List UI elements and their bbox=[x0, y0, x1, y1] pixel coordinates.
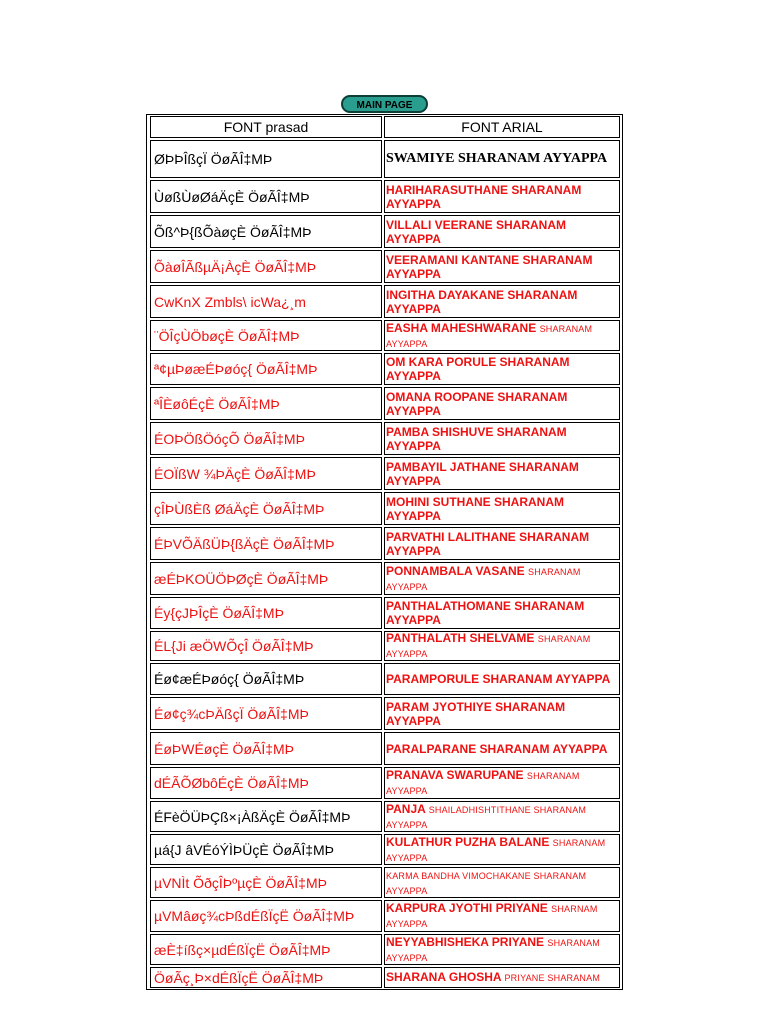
prasad-font-cell: µá{J âVÉóÝÌÞÜçÈ ÖøÃÎ‡MÞ bbox=[150, 834, 382, 865]
mantra-main-text: PARVATHI LALITHANE SHARANAM AYYAPPA bbox=[386, 529, 590, 558]
mantra-text bbox=[386, 672, 619, 686]
mantra-small-text: SHARANAM AYYAPPA bbox=[386, 937, 600, 963]
arial-font-cell bbox=[384, 597, 620, 629]
mantra-small-text: KARMA BANDHA VIMOCHAKANE SHARANAM AYYAPPA bbox=[386, 870, 587, 896]
mantra-main-text: PANTHALATHOMANE SHARANAM AYYAPPA bbox=[386, 599, 585, 627]
table-row bbox=[147, 320, 622, 351]
mantra-text bbox=[386, 355, 619, 383]
arial-font-cell bbox=[384, 834, 620, 865]
mantra-main-text: PAMBAYIL JATHANE SHARANAM AYYAPPA bbox=[386, 459, 579, 488]
mantra-text bbox=[386, 288, 619, 316]
arial-font-cell bbox=[384, 631, 620, 661]
mantra-main-text: PARALPARANE SHARANAM AYYAPPA bbox=[386, 741, 608, 756]
mantra-main-text: VILLALI VEERANE SHARANAM AYYAPPA bbox=[386, 217, 567, 246]
table-row bbox=[147, 697, 622, 730]
arial-font-cell bbox=[384, 767, 620, 799]
prasad-font-cell: ÖøÃç¸Þ×dÉßÏçË ÖøÃÎ‡MÞ bbox=[150, 967, 382, 988]
header-font-prasad: FONT prasad bbox=[150, 116, 382, 138]
arial-font-cell bbox=[384, 457, 620, 490]
prasad-font-cell: æÈ‡íßç×µdÉßÏçË ÖøÃÎ‡MÞ bbox=[150, 934, 382, 965]
mantra-text bbox=[386, 631, 619, 661]
mantra-small-text: SHARANAM AYYAPPA bbox=[386, 771, 580, 796]
prasad-font-cell: ÉFèÖÜÞÇß×¡ÀßÄçÈ ÖøÃÎ‡MÞ bbox=[150, 801, 382, 832]
table-row bbox=[147, 732, 622, 765]
prasad-font-cell: ¨ÖÎçÙÖbøçÈ ÖøÃÎ‡MÞ bbox=[150, 320, 382, 351]
mantra-small-text: SHARNAM AYYAPPA bbox=[386, 904, 598, 929]
prasad-font-cell: çÎÞÙßÈß ØáÄçÈ ÖøÃÎ‡MÞ bbox=[150, 492, 382, 525]
arial-font-cell bbox=[384, 697, 620, 730]
mantra-main-text: OM KARA PORULE SHARANAM AYYAPPA bbox=[386, 355, 570, 383]
mantra-main-text: KARPURA JYOTHI PRIYANE bbox=[386, 901, 548, 915]
table-row bbox=[147, 387, 622, 420]
prasad-font-cell: ÉOÏßW ¾ÞÄçÈ ÖøÃÎ‡MÞ bbox=[150, 457, 382, 490]
prasad-font-cell: æÉÞKOÜÖÞØçÈ ÖøÃÎ‡MÞ bbox=[150, 562, 382, 595]
mantra-text bbox=[386, 530, 619, 558]
main-page-button[interactable]: MAIN PAGE bbox=[341, 95, 428, 113]
mantra-small-text: SHARANAM AYYAPPA bbox=[386, 837, 606, 863]
mantra-main-text: PONNAMBALA VASANE bbox=[386, 563, 525, 578]
mantra-text bbox=[386, 151, 619, 167]
table-row bbox=[147, 631, 622, 661]
mantra-main-text: SHARANA GHOSHA bbox=[386, 970, 502, 984]
mantra-small-text: SHARANAM AYYAPPA bbox=[386, 634, 591, 659]
mantra-small-text: SHARANAM AYYAPPA bbox=[386, 323, 593, 349]
prasad-font-cell: µVNÌt ÕðçÎÞºµçÈ ÖøÃÎ‡MÞ bbox=[150, 867, 382, 898]
mantra-main-text: EASHA MAHESHWARANE bbox=[386, 320, 537, 335]
arial-font-cell bbox=[384, 285, 620, 318]
arial-font-cell bbox=[384, 732, 620, 765]
prasad-font-cell: Õß^Þ{ßÕàøçÈ ÖøÃÎ‡MÞ bbox=[150, 215, 382, 248]
table-row bbox=[147, 663, 622, 695]
prasad-font-cell: Éy{çJÞÎçÈ ÖøÃÎ‡MÞ bbox=[150, 597, 382, 629]
mantra-text bbox=[386, 425, 619, 453]
table-row bbox=[147, 934, 622, 965]
prasad-font-cell: µVMâøç¾cÞßdÉßÏçË ÖøÃÎ‡MÞ bbox=[150, 900, 382, 932]
table-row bbox=[147, 492, 622, 525]
arial-font-cell bbox=[384, 387, 620, 420]
table-row bbox=[147, 967, 622, 988]
table-row bbox=[147, 180, 622, 213]
mantra-text bbox=[386, 460, 619, 488]
prasad-font-cell: ª¢µÞøæÉÞøóç{ ÖøÃÎ‡MÞ bbox=[150, 353, 382, 385]
mantra-text bbox=[386, 768, 619, 798]
arial-font-cell bbox=[384, 527, 620, 560]
arial-font-cell bbox=[384, 867, 620, 898]
mantra-text bbox=[386, 564, 619, 594]
table-row bbox=[147, 140, 622, 178]
arial-font-cell bbox=[384, 353, 620, 385]
mantra-text bbox=[386, 495, 619, 523]
table-row bbox=[147, 422, 622, 455]
mantra-text bbox=[386, 742, 619, 756]
mantra-main-text: PANJA bbox=[386, 801, 426, 816]
mantra-small-text: SHARANAM AYYAPPA bbox=[386, 566, 581, 592]
mantra-small-text: SHAILADHISHTITHANE SHARANAM AYYAPPA bbox=[386, 804, 587, 830]
prasad-font-cell: ØÞÞÎßçÏ ÖøÃÎ‡MÞ bbox=[150, 140, 382, 178]
arial-font-cell bbox=[384, 215, 620, 248]
mantra-text bbox=[386, 599, 619, 627]
mantra-text bbox=[386, 700, 619, 728]
mantra-main-text: PRANAVA SWARUPANE bbox=[386, 768, 524, 782]
mantra-main-text: INGITHA DAYAKANE SHARANAM AYYAPPA bbox=[386, 287, 578, 316]
mantra-main-text: OMANA ROOPANE SHARANAM AYYAPPA bbox=[386, 389, 568, 418]
mantra-text bbox=[386, 390, 619, 418]
table-row bbox=[147, 767, 622, 799]
arial-font-cell bbox=[384, 967, 620, 988]
arial-font-cell bbox=[384, 934, 620, 965]
arial-font-cell bbox=[384, 422, 620, 455]
arial-font-cell bbox=[384, 562, 620, 595]
table-row bbox=[147, 801, 622, 832]
table-row bbox=[147, 900, 622, 932]
table-row bbox=[147, 215, 622, 248]
table-row bbox=[147, 867, 622, 898]
table-row bbox=[147, 457, 622, 490]
prasad-font-cell: Éø¢æÉÞøóç{ ÖøÃÎ‡MÞ bbox=[150, 663, 382, 695]
mantra-text bbox=[386, 868, 619, 898]
mantra-main-text: VEERAMANI KANTANE SHARANAM AYYAPPA bbox=[386, 252, 593, 281]
mantra-text bbox=[386, 901, 619, 931]
mantra-text bbox=[386, 183, 619, 211]
prasad-font-cell: ÉL{Ji æÖWÕçÎ ÖøÃÎ‡MÞ bbox=[150, 631, 382, 661]
prasad-font-cell: Éø¢ç¾cÞÄßçÏ ÖøÃÎ‡MÞ bbox=[150, 697, 382, 730]
mantra-main-text: PANTHALATH SHELVAME bbox=[386, 631, 535, 645]
arial-font-cell bbox=[384, 250, 620, 283]
table-row bbox=[147, 562, 622, 595]
table-row bbox=[147, 834, 622, 865]
prasad-font-cell: CwKnX Zmbls\ icWa¿¸m bbox=[150, 285, 382, 318]
arial-font-cell bbox=[384, 492, 620, 525]
prasad-font-cell: ÙøßÙøØáÄçÈ ÖøÃÎ‡MÞ bbox=[150, 180, 382, 213]
mantra-small-text: PRIYANE SHARANAM bbox=[504, 973, 601, 983]
mantra-text bbox=[386, 218, 619, 246]
mantra-main-text: PAMBA SHISHUVE SHARANAM AYYAPPA bbox=[386, 424, 567, 453]
prasad-font-cell: ÉøÞWÉøçÈ ÖøÃÎ‡MÞ bbox=[150, 732, 382, 765]
table-row bbox=[147, 285, 622, 318]
mantra-main-text: PARAM JYOTHIYE SHARANAM AYYAPPA bbox=[386, 699, 566, 728]
table-row bbox=[147, 597, 622, 629]
arial-font-cell bbox=[384, 663, 620, 695]
mantra-main-text: MOHINI SUTHANE SHARANAM AYYAPPA bbox=[386, 494, 564, 523]
mantra-text bbox=[386, 835, 619, 865]
prasad-font-cell: ªÎÈøôÉçÈ ÖøÃÎ‡MÞ bbox=[150, 387, 382, 420]
arial-font-cell bbox=[384, 900, 620, 932]
font-comparison-table bbox=[146, 114, 623, 990]
mantra-main-text: KULATHUR PUZHA BALANE bbox=[386, 834, 550, 849]
mantra-text bbox=[386, 321, 619, 351]
mantra-main-text: SWAMIYE SHARANAM AYYAPPA bbox=[386, 151, 608, 166]
prasad-font-cell: dÉÃÕØbôÉçÈ ÖøÃÎ‡MÞ bbox=[150, 767, 382, 799]
mantra-main-text: PARAMPORULE SHARANAM AYYAPPA bbox=[386, 672, 611, 686]
table-row bbox=[147, 353, 622, 385]
arial-font-cell bbox=[384, 801, 620, 832]
table-row bbox=[147, 527, 622, 560]
mantra-main-text: NEYYABHISHEKA PRIYANE bbox=[386, 934, 545, 949]
mantra-text bbox=[386, 935, 619, 965]
mantra-text bbox=[386, 802, 619, 832]
header-font-arial: FONT ARIAL bbox=[384, 116, 620, 138]
table-header-row bbox=[147, 116, 622, 140]
mantra-main-text: HARIHARASUTHANE SHARANAM AYYAPPA bbox=[386, 182, 582, 211]
arial-font-cell bbox=[384, 140, 620, 178]
prasad-font-cell: ÕàøÎÃßµÄ¡ÀçÈ ÖøÃÎ‡MÞ bbox=[150, 250, 382, 283]
arial-font-cell bbox=[384, 180, 620, 213]
arial-font-cell bbox=[384, 320, 620, 351]
mantra-text bbox=[386, 970, 619, 985]
mantra-text bbox=[386, 253, 619, 281]
prasad-font-cell: ÉÞVÕÄßÜÞ{ßÄçÈ ÖøÃÎ‡MÞ bbox=[150, 527, 382, 560]
prasad-font-cell: ÉOÞÖßÖóçÕ ÖøÃÎ‡MÞ bbox=[150, 422, 382, 455]
table-row bbox=[147, 250, 622, 283]
